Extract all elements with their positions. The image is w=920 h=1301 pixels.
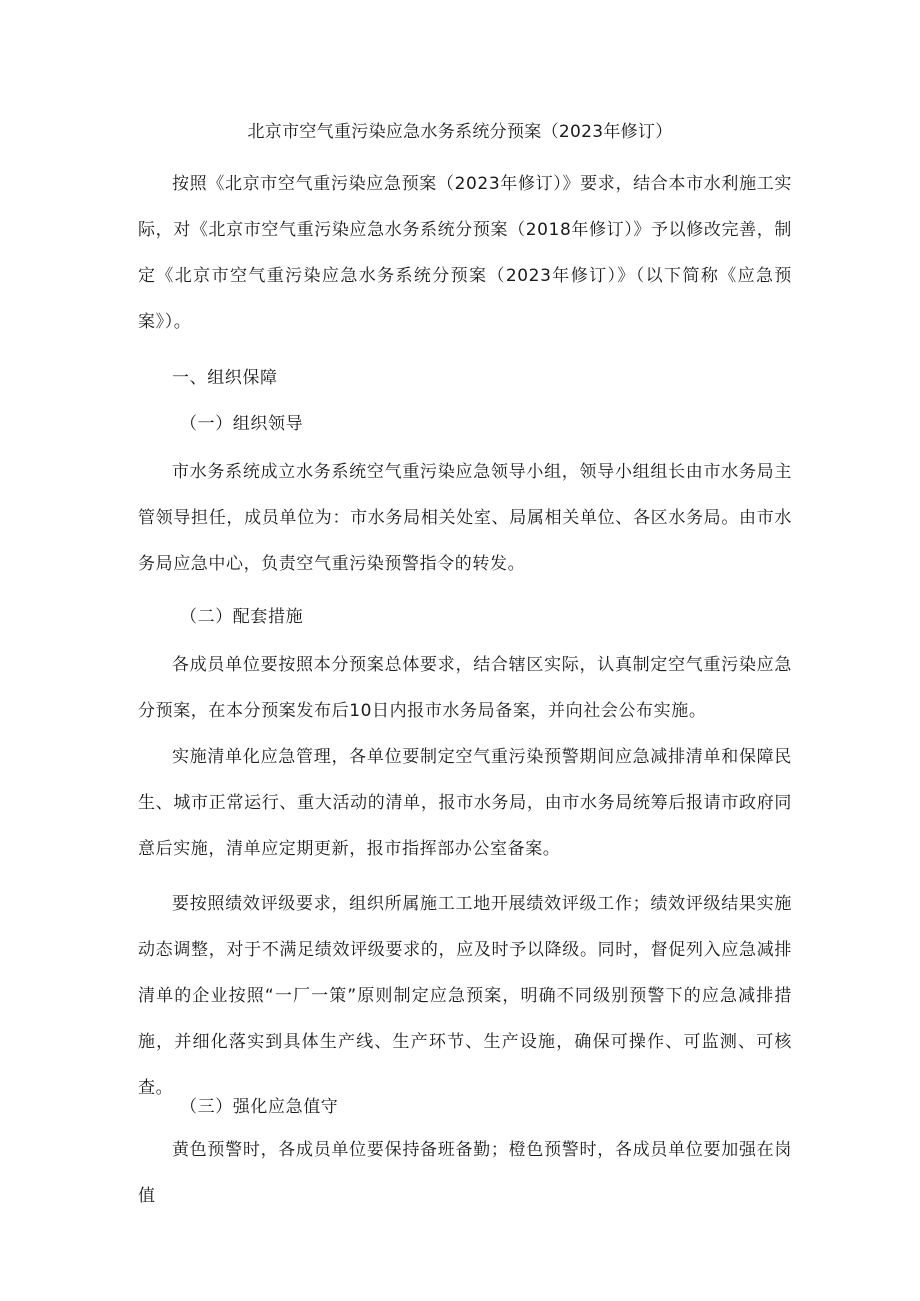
subsection-heading-duty: （三）强化应急值守 (180, 1097, 339, 1117)
measures-paragraph-3: 要按照绩效评级要求，组织所属施工工地开展绩效评级工作；绩效评级结果实施动态调整，对于不满足绩效评级要求的，应及时予以降级。同时，督促列入应急减排清单的企业按照“一厂一策”原则制定应急预案，明确不同级别预警下的应急减排措施，并细化落实到具体生产线、生产环节、生产设施，确保可操作、可监测、可核查。 (138, 894, 792, 1098)
leadership-paragraph: 市水务系统成立水务系统空气重污染应急领导小组，领导小组组长由市水务局主管领导担任，成员单位为：市水务局相关处室、局属相关单位、各区水务局。由市水务局应急中心，负责空气重污染预警指令的转发。 (138, 462, 792, 574)
subsection-heading-leadership: （一）组织领导 (180, 414, 304, 434)
subsection-heading-measures: （二）配套措施 (180, 607, 304, 627)
intro-paragraph: 按照《北京市空气重污染应急预案（2023年修订）》要求，结合本市水利施工实际，对《北京市空气重污染应急水务系统分预案（2018年修订）》予以修改完善，制定《北京市空气重污染应急水务系统分预案（2023年修订）》（以下简称《应急预案》）。 (138, 174, 792, 332)
measures-paragraph-2: 实施清单化应急管理，各单位要制定空气重污染预警期间应急减排清单和保障民生、城市正常运行、重大活动的清单，报市水务局，由市水务局统筹后报请市政府同意后实施，清单应定期更新，报市指挥部办公室备案。 (138, 747, 792, 859)
measures-paragraph-1: 各成员单位要按照本分预案总体要求，结合辖区实际，认真制定空气重污染应急分预案，在本分预案发布后10日内报市水务局备案，并向社会公布实施。 (138, 655, 792, 721)
section-heading-organization: 一、组织保障 (172, 368, 278, 388)
duty-paragraph: 黄色预警时，各成员单位要保持备班备勤；橙色预警时，各成员单位要加强在岗值 (138, 1140, 792, 1206)
document-title: 北京市空气重污染应急水务系统分预案（2023年修订） (247, 122, 673, 142)
